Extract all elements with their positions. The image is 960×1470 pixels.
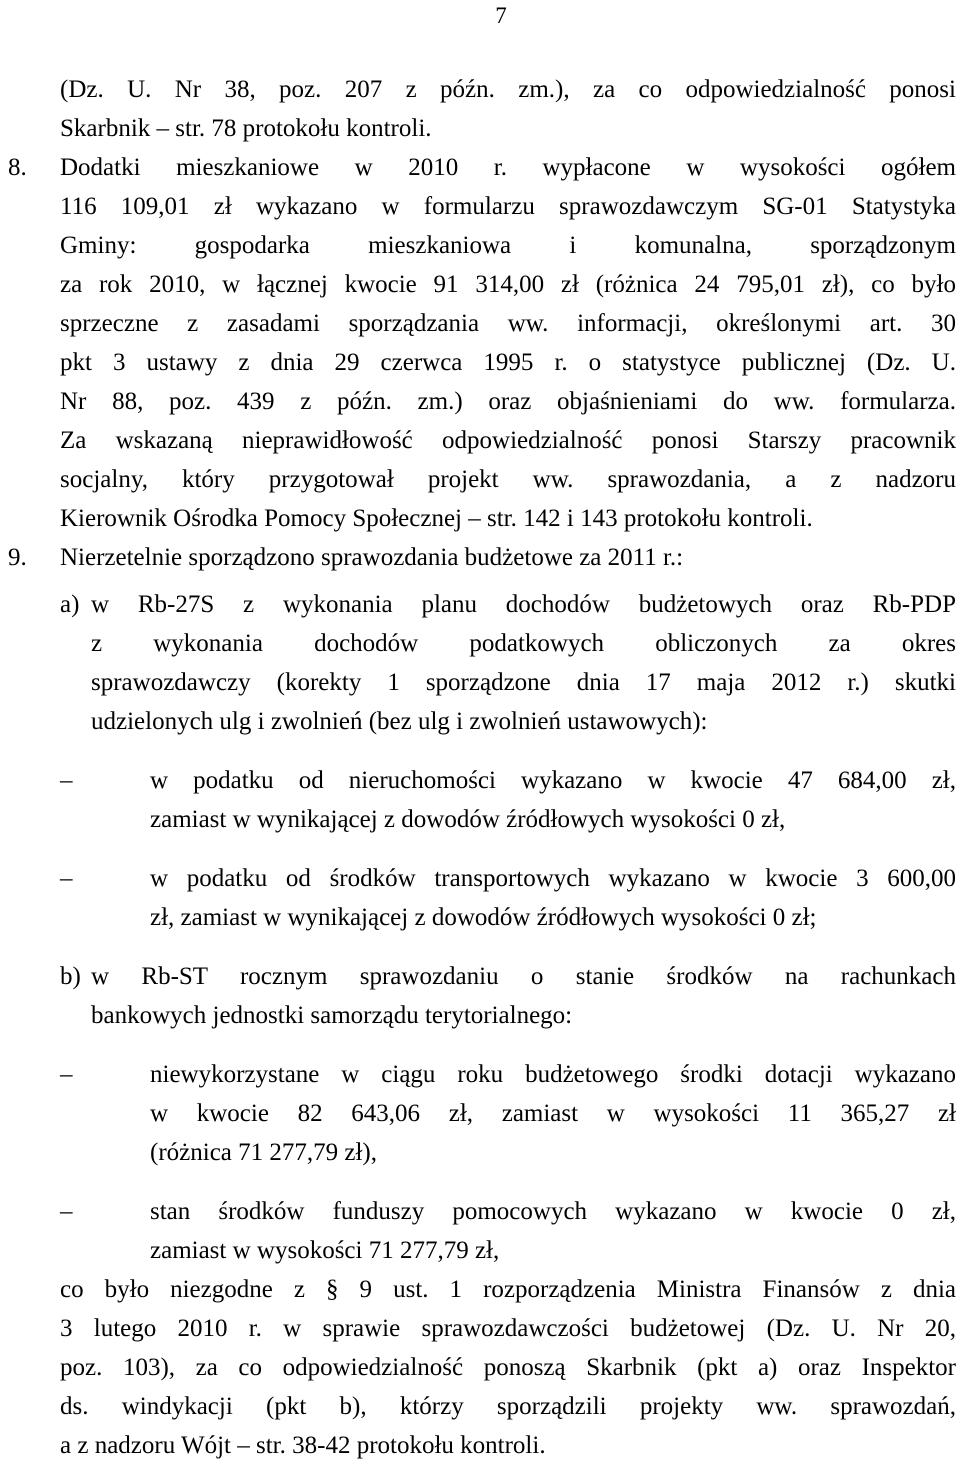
text-line: zamiast w wysokości 71 277,79 zł, — [150, 1237, 500, 1264]
text-line: Dodatki mieszkaniowe w 2010 r. wypłacone w wysokości ogółem — [60, 154, 956, 181]
text-line: z wykonania dochodów podatkowych obliczonych za okres — [91, 630, 956, 657]
sub-item-b — [60, 957, 956, 1270]
text-line: ds. windykacji (pkt b), którzy sporządzili projekty ww. sprawozdań, — [60, 1393, 956, 1420]
text-line: (Dz. U. Nr 38, poz. 207 z późn. zm.), za co odpowiedzialność ponosi — [60, 76, 956, 103]
text-line: w kwocie 82 643,06 zł, zamiast w wysokości 11 365,27 zł — [150, 1100, 956, 1127]
text-line: udzielonych ulg i zwolnień (bez ulg i zwolnień ustawowych): — [91, 708, 708, 735]
text-line: za rok 2010, w łącznej kwocie 91 314,00 zł (różnica 24 795,01 zł), co było — [60, 271, 956, 298]
item-8 — [8, 148, 956, 538]
text-line: stan środków funduszy pomocowych wykazano w kwocie 0 zł, — [150, 1198, 956, 1225]
text-line: niewykorzystane w ciągu roku budżetowego środki dotacji wykazano — [150, 1061, 956, 1088]
text-line: co było niezgodne z § 9 ust. 1 rozporządzenia Ministra Finansów z dnia — [60, 1276, 956, 1303]
item-number: 8. — [8, 154, 27, 181]
text-line: pkt 3 ustawy z dnia 29 czerwca 1995 r. o statystyce publicznej (Dz. U. — [60, 349, 956, 376]
dash-mark: – — [60, 1198, 73, 1225]
item-heading: Nierzetelnie sporządzono sprawozdania budżetowe za 2011 r.: — [60, 544, 684, 571]
text-line: 116 109,01 zł wykazano w formularzu sprawozdawczym SG-01 Statystyka — [60, 193, 956, 220]
dash-item — [60, 1055, 956, 1172]
text-line: Gminy: gospodarka mieszkaniowa i komunalna, sporządzonym — [60, 232, 956, 259]
text-line: w podatku od nieruchomości wykazano w kwocie 47 684,00 zł, — [150, 767, 956, 794]
text-line: w Rb-ST rocznym sprawozdaniu o stanie środków na rachunkach — [91, 963, 956, 990]
item-number: 9. — [8, 544, 27, 571]
text-line: a z nadzoru Wójt – str. 38-42 protokołu kontroli. — [60, 1432, 546, 1459]
dash-item — [60, 859, 956, 937]
text-line: Za wskazaną nieprawidłowość odpowiedzialność ponosi Starszy pracownik — [60, 427, 956, 454]
text-line: 3 lutego 2010 r. w sprawie sprawozdawczości budżetowej (Dz. U. Nr 20, — [60, 1315, 956, 1342]
dash-item — [60, 1192, 956, 1270]
text-line: w Rb-27S z wykonania planu dochodów budżetowych oraz Rb-PDP — [91, 591, 956, 618]
dash-mark: – — [60, 865, 73, 892]
intro-paragraph — [60, 70, 956, 148]
text-line: sprawozdawczy (korekty 1 sporządzone dnia 17 maja 2012 r.) skutki — [91, 669, 956, 696]
dash-mark: – — [60, 1061, 73, 1088]
text-line: Kierownik Ośrodka Pomocy Społecznej – str. 142 i 143 protokołu kontroli. — [60, 505, 813, 532]
text-line: zł, zamiast w wynikającej z dowodów źródłowych wysokości 0 zł; — [150, 904, 817, 931]
text-line: (różnica 71 277,79 zł), — [150, 1139, 378, 1166]
text-line: w podatku od środków transportowych wykazano w kwocie 3 600,00 — [150, 865, 956, 892]
sub-item-a — [60, 585, 956, 937]
dash-item — [60, 761, 956, 839]
text-line: Nr 88, poz. 439 z późn. zm.) oraz objaśnieniami do ww. formularza. — [60, 388, 956, 415]
text-line: Skarbnik – str. 78 protokołu kontroli. — [60, 115, 432, 142]
document-body — [8, 70, 956, 1465]
page-number: 7 — [495, 3, 507, 28]
item-9 — [8, 538, 956, 577]
text-line: bankowych jednostki samorządu terytorialnego: — [91, 1002, 573, 1029]
text-line: poz. 103), za co odpowiedzialność ponoszą Skarbnik (pkt a) oraz Inspektor — [60, 1354, 956, 1381]
sub-item-label: b) — [60, 963, 81, 990]
text-line: sprzeczne z zasadami sporządzania ww. informacji, określonymi art. 30 — [60, 310, 956, 337]
closing-paragraph — [60, 1270, 956, 1465]
text-line: zamiast w wynikającej z dowodów źródłowych wysokości 0 zł, — [150, 806, 786, 833]
text-line: socjalny, który przygotował projekt ww. sprawozdania, a z nadzoru — [60, 466, 956, 493]
dash-mark: – — [60, 767, 73, 794]
sub-item-label: a) — [60, 591, 80, 618]
